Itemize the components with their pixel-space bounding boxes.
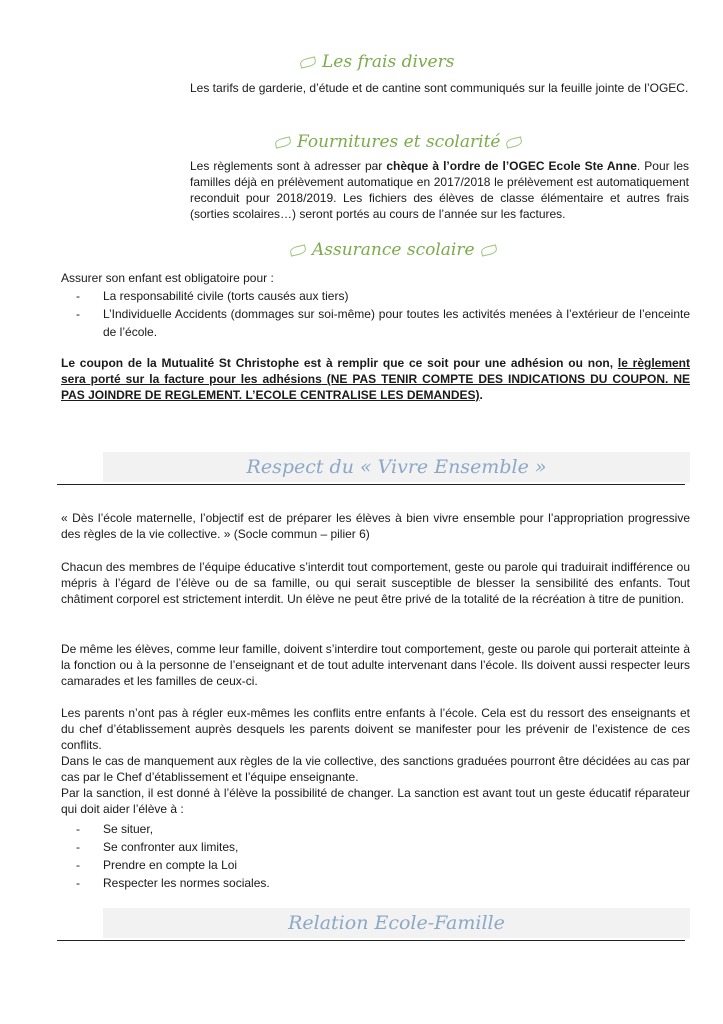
banner-rule	[57, 940, 685, 941]
section-title-frais-divers	[300, 52, 454, 72]
vivre-ensemble-paragraph-2: Chacun des membres de l’équipe éducative s’interdit tout comportement, geste ou parole qui traduirait indifférence ou mépris à l’égard de l’élève ou de sa famille, ou qui serait susceptible de blesser la sensibilité des enfants. Tout châtiment corporel est strictement interdit. Un élève ne peut être privé de la totalité de la récréation à titre de punition.	[61, 560, 690, 606]
list-item: - La responsabilité civile (torts causés aux tiers)	[76, 289, 349, 303]
section-title-fournitures	[275, 132, 522, 152]
section-title-text: Fournitures et scolarité	[297, 132, 501, 152]
leaf-ornament-icon	[299, 56, 317, 68]
coupon-paragraph: Le coupon de la Mutualité St Christophe est à remplir que ce soit pour une adhésion ou non, le règlement sera porté sur la facture pour les adhésions (NE PAS TENIR COMPTE DES INDICATIONS DU COUPON. NE PAS JOINDRE DE REGLEMENT. L’ECOLE CENTRALISE LES DEMANDES).	[61, 356, 691, 402]
vivre-ensemble-paragraph-3: De même les élèves, comme leur famille, doivent s’interdire tout comportement, geste ou parole qui porterait atteinte à la fonction ou à la personne de l’enseignant et de tout adulte intervenant dans l’école. Ils doivent aussi respecter leurs camarades et les familles de ceux-ci.	[61, 642, 690, 688]
section-title-text: Les frais divers	[322, 52, 455, 72]
section-banner-vivre-ensemble	[103, 452, 690, 482]
list-item: - Respecter les normes sociales.	[76, 876, 270, 890]
section-title-text: Assurance scolaire	[312, 240, 475, 260]
list-item: - Prendre en compte la Loi	[76, 858, 238, 872]
coupon-underlined-text: le règlement sera porté sur la facture pour les adhésions	[61, 356, 691, 386]
fournitures-paragraph: Les règlements sont à adresser par chèque à l’ordre de l’OGEC Ecole Ste Anne. Pour les familles déjà en prélèvement automatique en 2017/2018 le prélèvement est automatiquement reconduit pour 2018/2019. Les fichiers des élèves de classe élémentaire et autres frais (sorties scolaires…) seront portés au cours de l’année sur les factures.	[190, 159, 689, 221]
list-item: - Se confronter aux limites,	[76, 840, 239, 854]
section-title-assurance	[290, 240, 497, 260]
list-item: - L’Individuelle Accidents (dommages sur soi-même) pour toutes les activités menées à l’extérieur de l’enceinte de l’école.	[76, 307, 690, 339]
assurance-list	[76, 287, 690, 341]
leaf-ornament-icon	[274, 136, 292, 148]
banner-title: Respect du « Vivre Ensemble »	[246, 456, 547, 478]
vivre-ensemble-paragraph-4: Les parents n’ont pas à régler eux-mêmes les conflits entre enfants à l’école. Cela est du ressort des enseignants et du chef d’établissement auprès desquels les parents doivent se manifester pour les prévenir de l’existence de ces conflits. Dans le cas de manquement aux règles de la vie collective, des sanctions graduées pourront être décidées au cas par cas par le Chef d’établissement et l’équipe enseignante. Par la sanction, il est donné à l’élève la possibilité de changer. La sanction est avant tout un geste éducatif réparateur qui doit aider l’élève à :	[61, 706, 690, 816]
leaf-ornament-icon	[480, 244, 498, 256]
section-banner-relation	[103, 908, 690, 938]
leaf-ornament-icon	[506, 136, 524, 148]
vivre-ensemble-paragraph-1: « Dès l’école maternelle, l’objectif est de préparer les élèves à bien vivre ensemble pour l’appropriation progressive des règles de la vie collective. » (Socle commun – pilier 6)	[61, 511, 690, 541]
banner-title: Relation Ecole-Famille	[288, 912, 505, 934]
frais-divers-paragraph: Les tarifs de garderie, d’étude et de cantine sont communiqués sur la feuille jointe de l’OGEC.	[190, 81, 689, 95]
leaf-ornament-icon	[289, 244, 307, 256]
list-item: - Se situer,	[76, 822, 154, 836]
payment-instruction: chèque à l’ordre de l’OGEC Ecole Ste Anne	[386, 159, 637, 173]
sanction-list	[76, 820, 690, 892]
assurance-intro: Assurer son enfant est obligatoire pour :	[61, 271, 274, 285]
banner-rule	[57, 484, 685, 485]
